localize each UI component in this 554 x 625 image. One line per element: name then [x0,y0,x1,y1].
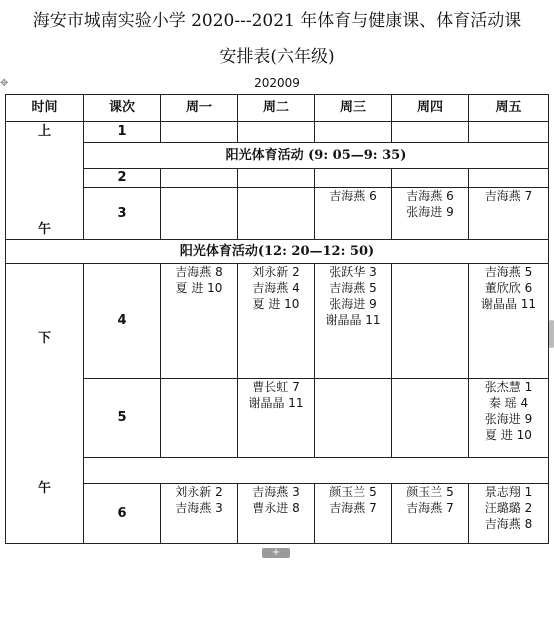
scrollbar[interactable] [549,320,554,348]
activity-morning: 阳光体育活动 (9: 05—9: 35) [84,143,549,169]
cell-l2-wed [315,169,392,188]
cell-l3-fri: 吉海燕 7 [469,188,549,240]
lesson-number: 2 [84,169,161,188]
cell-l3-mon [161,188,238,240]
table-row [6,169,549,188]
lesson-number: 3 [84,188,161,240]
cell-l1-mon [161,122,238,143]
table-move-handle-icon[interactable]: ✥ [0,78,9,89]
empty-separator-row [84,458,549,484]
header-lesson: 课次 [84,95,161,122]
header-mon: 周一 [161,95,238,122]
cell-l4-fri: 吉海燕 5 董欣欣 6 谢晶晶 11 [469,264,549,379]
cell-l4-tue: 刘永新 2 吉海燕 4 夏 进 10 [238,264,315,379]
cell-l5-thu [392,379,469,458]
cell-l6-mon: 刘永新 2 吉海燕 3 [161,484,238,544]
lesson-number: 1 [84,122,161,143]
cell-l6-fri: 景志翔 1 汪璐璐 2 吉海燕 8 [469,484,549,544]
cell-l2-mon [161,169,238,188]
period-afternoon-bottom: 午 [37,480,51,496]
cell-l5-wed [315,379,392,458]
table-row [6,188,549,240]
cell-l1-fri [469,122,549,143]
cell-l4-wed: 张跃华 3 吉海燕 5 张海进 9 谢晶晶 11 [315,264,392,379]
cell-l6-thu: 颜玉兰 5 吉海燕 7 [392,484,469,544]
period-morning-bottom: 午 [37,221,51,237]
cell-l1-tue [238,122,315,143]
period-morning [6,122,84,240]
schedule-table [5,94,549,544]
cell-l6-wed: 颜玉兰 5 吉海燕 7 [315,484,392,544]
cell-l2-fri [469,169,549,188]
lesson-number: 6 [84,484,161,544]
cell-l5-mon [161,379,238,458]
table-row [6,379,549,458]
table-row [6,484,549,544]
cell-l1-thu [392,122,469,143]
cell-l6-tue: 吉海燕 3 曹永进 8 [238,484,315,544]
table-row [6,240,549,264]
header-time: 时间 [6,95,84,122]
period-afternoon [6,264,84,544]
period-afternoon-top: 下 [37,330,51,346]
cell-l3-wed: 吉海燕 6 [315,188,392,240]
add-row-icon[interactable]: + [262,548,290,558]
page-subtitle: 安排表(六年级) [219,47,335,67]
activity-noon: 阳光体育活动(12: 20—12: 50) [6,240,549,264]
cell-l4-thu [392,264,469,379]
table-row [6,458,549,484]
cell-l3-tue [238,188,315,240]
cell-l4-mon: 吉海燕 8 夏 进 10 [161,264,238,379]
page-title: 海安市城南实验小学 2020---2021 年体育与健康课、体育活动课 [32,11,522,31]
table-row [6,143,549,169]
header-wed: 周三 [315,95,392,122]
header-fri: 周五 [469,95,549,122]
cell-l5-fri: 张杰慧 1 秦 瑶 4 张海进 9 夏 进 10 [469,379,549,458]
header-tue: 周二 [238,95,315,122]
period-morning-top: 上 [37,123,51,139]
table-row [6,264,549,379]
cell-l2-thu [392,169,469,188]
cell-l3-thu: 吉海燕 6 张海进 9 [392,188,469,240]
header-thu: 周四 [392,95,469,122]
date-label: 202009 [254,76,300,90]
cell-l5-tue: 曹长虹 7 谢晶晶 11 [238,379,315,458]
header-row [6,95,549,122]
table-row [6,122,549,143]
lesson-number: 5 [84,379,161,458]
lesson-number: 4 [84,264,161,379]
cell-l2-tue [238,169,315,188]
cell-l1-wed [315,122,392,143]
